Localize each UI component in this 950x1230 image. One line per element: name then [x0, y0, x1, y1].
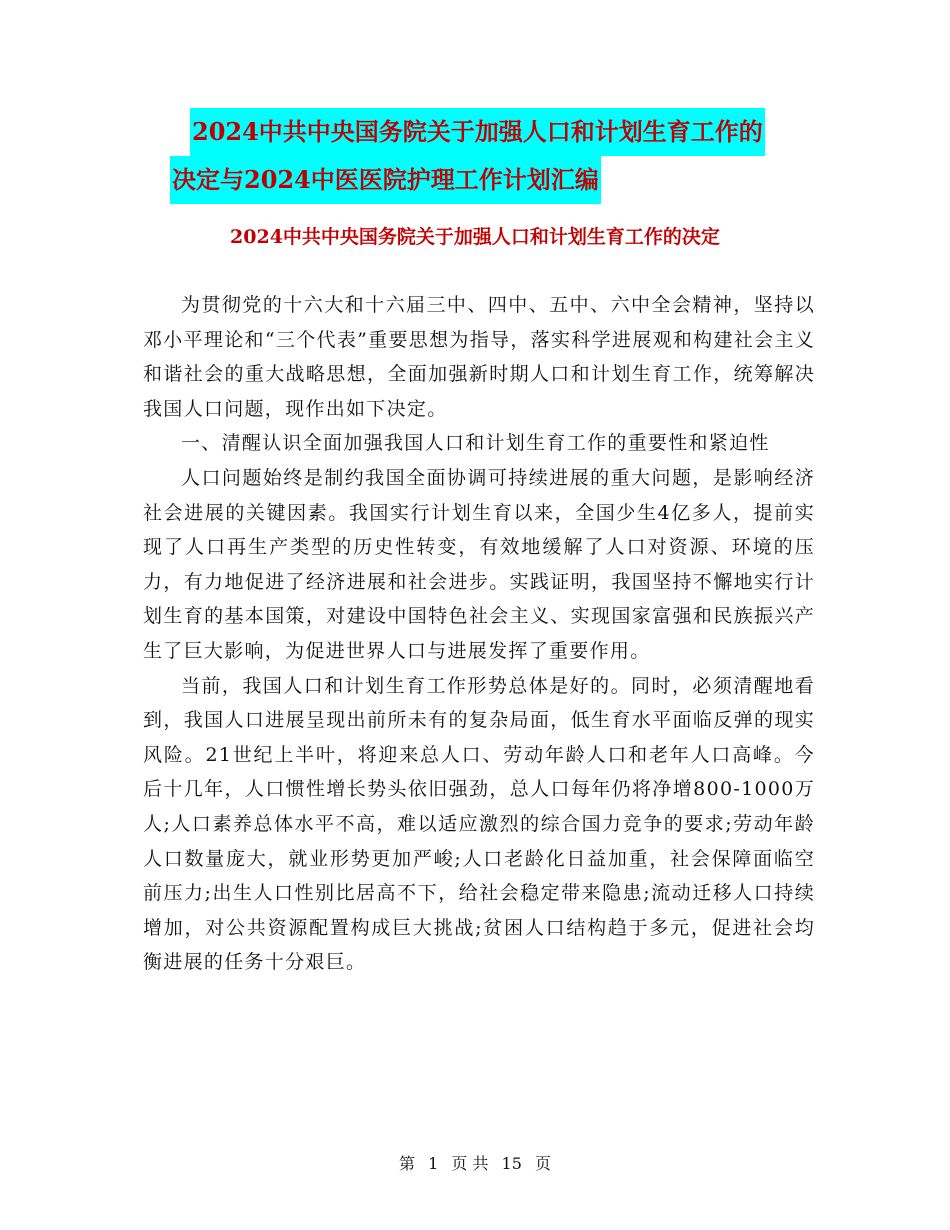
page-footer [0, 1152, 950, 1176]
paragraph-population-issue: 人口问题始终是制约我国全面协调可持续进展的重大问题，是影响经济社会进展的关键因素。我国实行计划生育以来，全国少生4亿多人，提前实现了人口再生产类型的历史性转变，有效地缓解了人口对资源、环境的压力，有力地促进了经济进展和社会进步。实践证明，我国坚持不懈地实行计划生育的基本国策，对建设中国特色社会主义、实现国家富强和民族振兴产生了巨大影响，为促进世界人口与进展发挥了重要作用。 [143, 466, 815, 662]
footer-prefix: 第 [398, 1154, 415, 1173]
footer-middle: 页 共 [451, 1154, 489, 1173]
paragraph-intro: 为贯彻党的十六大和十六届三中、四中、五中、六中全会精神，坚持以邓小平理论和“三个代表”重要思想为指导，落实科学进展观和构建社会主义和谐社会的重大战略思想，全面加强新时期人口和计划生育工作，统筹解决我国人口问题，现作出如下决定。 [143, 294, 815, 420]
paragraph-heading-1: 一、清醒认识全面加强我国人口和计划生育工作的重要性和紧迫性 [181, 432, 770, 455]
section-title: 2024中共中央国务院关于加强人口和计划生育工作的决定 [230, 226, 720, 248]
document-title-line-2: 决定与2024中医医院护理工作计划汇编 [170, 156, 601, 204]
paragraph-current-situation: 当前，我国人口和计划生育工作形势总体是好的。同时，必须清醒地看到，我国人口进展呈现出前所未有的复杂局面，低生育水平面临反弹的现实风险。21世纪上半叶，将迎来总人口、劳动年龄人口和老年人口高峰。今后十几年，人口惯性增长势头依旧强劲，总人口每年仍将净增800-1000万人;人口素养总体水平不高，难以适应激烈的综合国力竞争的要求;劳动年龄人口数量庞大，就业形势更加严峻;人口老龄化日益加重，社会保障面临空前压力;出生人口性别比居高不下，给社会稳定带来隐患;流动迁移人口持续增加，对公共资源配置构成巨大挑战;贫困人口结构趋于多元，促进社会均衡进展的任务十分艰巨。 [143, 674, 815, 974]
footer-page-number: 1 [428, 1154, 439, 1173]
document-title-line-1: 2024中共中央国务院关于加强人口和计划生育工作的 [190, 108, 765, 156]
document-body [143, 288, 815, 980]
footer-suffix: 页 [535, 1154, 552, 1173]
footer-total-pages: 15 [501, 1154, 522, 1173]
